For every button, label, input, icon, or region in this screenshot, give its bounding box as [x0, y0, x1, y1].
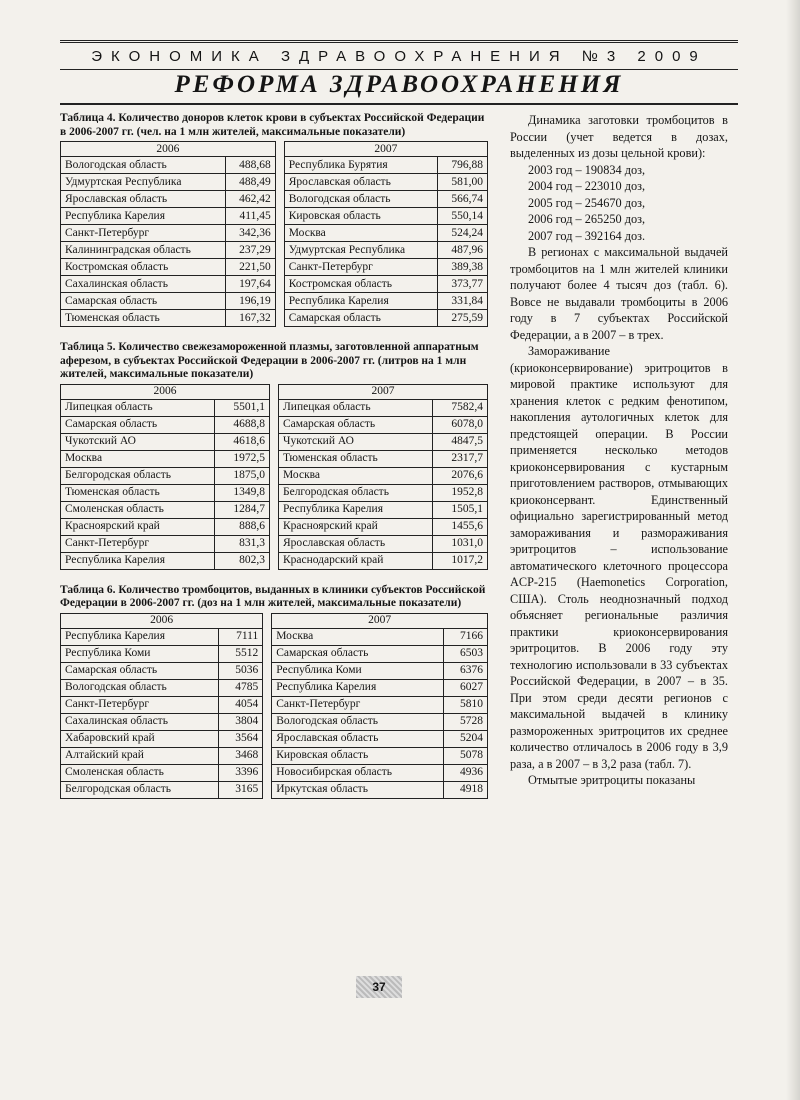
- column-separator: [269, 501, 278, 518]
- page-number: 37: [356, 976, 402, 998]
- column-separator: [263, 662, 272, 679]
- column-separator: [269, 399, 278, 416]
- region-cell: Липецкая область: [61, 399, 215, 416]
- column-separator: [275, 242, 284, 259]
- value-cell: 6503: [443, 645, 487, 662]
- region-cell: Санкт-Петербург: [61, 225, 226, 242]
- table-row: [61, 552, 488, 569]
- region-cell: Вологодская область: [61, 679, 219, 696]
- region-cell: Москва: [61, 450, 215, 467]
- value-cell: 4688,8: [215, 416, 270, 433]
- value-cell: 2076,6: [433, 467, 488, 484]
- year-item: 2003 год – 190834 доз,: [528, 162, 646, 177]
- value-cell: 221,50: [226, 259, 276, 276]
- table-row: [61, 764, 488, 781]
- value-cell: 342,36: [226, 225, 276, 242]
- paragraph-cryo: Замораживание (криоконсервирование) эритроцитов в мировой практике используют для хранения клеток с редким фенотипом, накопления аутологичных клеток для предстоящей операции. В России применяется несколько методов криоконсервирования с кустарным приготовлением растворов, отмывающих криоконсервант. Единственный официально зарегистрированный метод замораживания и размораживания эритроцитов – использование автоматического клеточного процессора ACP-215 (Haemonetics Corporation, США). Столь неоднозначный подход объясняет региональные различия практики криоконсервирования эритроцитов. В 2006 году эту технологию использовали в 33 субъектах Российской Федерации, в 2007 – в 35. При этом среди десяти регионов с максимальной выдачей в клинику размороженных эритроцитов их среднее количество отличалось в 2006 году в 3,9 раза, а в 2007 – в 3,2 раза (табл. 7).: [510, 344, 728, 771]
- value-cell: 5204: [443, 730, 487, 747]
- column-separator: [275, 276, 284, 293]
- region-cell: Москва: [272, 628, 444, 645]
- value-cell: 3564: [219, 730, 263, 747]
- value-cell: 389,38: [438, 259, 488, 276]
- region-cell: Республика Бурятия: [284, 157, 438, 174]
- value-cell: 373,77: [438, 276, 488, 293]
- value-cell: 1875,0: [215, 467, 270, 484]
- value-cell: 6078,0: [433, 416, 488, 433]
- column-separator: [275, 142, 284, 157]
- region-cell: Липецкая область: [278, 399, 432, 416]
- table-row: [61, 433, 488, 450]
- region-cell: Удмуртская Республика: [284, 242, 438, 259]
- region-cell: Республика Карелия: [272, 679, 444, 696]
- value-cell: 524,24: [438, 225, 488, 242]
- value-cell: 3468: [219, 747, 263, 764]
- region-cell: Алтайский край: [61, 747, 219, 764]
- column-separator: [263, 764, 272, 781]
- table-row: [61, 467, 488, 484]
- column-separator: [269, 518, 278, 535]
- value-cell: 5501,1: [215, 399, 270, 416]
- region-cell: Республика Карелия: [61, 208, 226, 225]
- column-separator: [263, 696, 272, 713]
- table-row: [61, 191, 488, 208]
- value-cell: 167,32: [226, 310, 276, 327]
- column-header-year: 2006: [61, 142, 276, 157]
- value-cell: 1349,8: [215, 484, 270, 501]
- column-header-year: 2007: [284, 142, 487, 157]
- journal-header: [60, 40, 738, 70]
- region-cell: Вологодская область: [272, 713, 444, 730]
- column-separator: [275, 174, 284, 191]
- year-item: 2004 год – 223010 доз,: [528, 179, 646, 193]
- column-separator: [275, 157, 284, 174]
- region-cell: Республика Коми: [61, 645, 219, 662]
- column-separator: [269, 552, 278, 569]
- value-cell: 5810: [443, 696, 487, 713]
- region-cell: Чукотский АО: [278, 433, 432, 450]
- region-cell: Тюменская область: [61, 310, 226, 327]
- table-header-row: [61, 384, 488, 399]
- value-cell: 4936: [443, 764, 487, 781]
- region-cell: Республика Карелия: [61, 552, 215, 569]
- region-cell: Москва: [284, 225, 438, 242]
- column-header-year: 2006: [61, 384, 270, 399]
- region-cell: Калининградская область: [61, 242, 226, 259]
- value-cell: 831,3: [215, 535, 270, 552]
- table-row: [61, 399, 488, 416]
- value-cell: 7582,4: [433, 399, 488, 416]
- table-caption: Таблица 5. Количество свежезамороженной плазмы, заготовленной аппаратным аферезом, в субъектах Российской Федерации в 2006-2007 гг. (литров на 1 млн жителей, максимальные показатели): [60, 341, 479, 380]
- column-separator: [269, 384, 278, 399]
- table-row: [61, 679, 488, 696]
- table-row: [61, 662, 488, 679]
- data-table: [60, 613, 488, 799]
- region-cell: Белгородская область: [61, 467, 215, 484]
- table-row: [61, 535, 488, 552]
- column-separator: [263, 613, 272, 628]
- value-cell: 4618,6: [215, 433, 270, 450]
- region-cell: Белгородская область: [278, 484, 432, 501]
- table-row: [61, 225, 488, 242]
- region-cell: Кировская область: [272, 747, 444, 764]
- region-cell: Санкт-Петербург: [272, 696, 444, 713]
- region-cell: Костромская область: [61, 259, 226, 276]
- region-cell: Вологодская область: [61, 157, 226, 174]
- region-cell: Самарская область: [61, 293, 226, 310]
- data-table: [60, 384, 488, 570]
- value-cell: 411,45: [226, 208, 276, 225]
- value-cell: 3804: [219, 713, 263, 730]
- region-cell: Ярославская область: [278, 535, 432, 552]
- value-cell: 488,68: [226, 157, 276, 174]
- column-separator: [263, 628, 272, 645]
- region-cell: Республика Коми: [272, 662, 444, 679]
- value-cell: 4785: [219, 679, 263, 696]
- value-cell: 5728: [443, 713, 487, 730]
- region-cell: Москва: [278, 467, 432, 484]
- value-cell: 462,42: [226, 191, 276, 208]
- value-cell: 487,96: [438, 242, 488, 259]
- column-separator: [275, 293, 284, 310]
- value-cell: 3165: [219, 781, 263, 798]
- value-cell: 196,19: [226, 293, 276, 310]
- table-row: [61, 781, 488, 798]
- region-cell: Смоленская область: [61, 764, 219, 781]
- column-separator: [269, 433, 278, 450]
- table-row: [61, 730, 488, 747]
- table-row: [61, 208, 488, 225]
- region-cell: Самарская область: [61, 416, 215, 433]
- value-cell: 5512: [219, 645, 263, 662]
- region-cell: Хабаровский край: [61, 730, 219, 747]
- table-row: [61, 696, 488, 713]
- region-cell: Сахалинская область: [61, 713, 219, 730]
- table-row: [61, 645, 488, 662]
- text-column: [510, 112, 728, 789]
- region-cell: Удмуртская Республика: [61, 174, 226, 191]
- column-header-year: 2006: [61, 613, 263, 628]
- table-row: [61, 157, 488, 174]
- region-cell: Ярославская область: [61, 191, 226, 208]
- value-cell: 7166: [443, 628, 487, 645]
- column-separator: [275, 208, 284, 225]
- table-caption: Таблица 6. Количество тромбоцитов, выданных в клиники субъектов Российской Федерации в 2006-2007 гг. (доз на 1 млн жителей, максимальные показатели): [60, 583, 486, 609]
- value-cell: 4847,5: [433, 433, 488, 450]
- region-cell: Республика Карелия: [284, 293, 438, 310]
- value-cell: 1972,5: [215, 450, 270, 467]
- year-item: 2005 год – 254670 доз,: [528, 195, 646, 210]
- table-row: [61, 416, 488, 433]
- region-cell: Кировская область: [284, 208, 438, 225]
- table-row: [61, 501, 488, 518]
- column-separator: [275, 225, 284, 242]
- table-row: [61, 276, 488, 293]
- year-list: [510, 162, 728, 245]
- value-cell: 7111: [219, 628, 263, 645]
- table-header-row: [61, 142, 488, 157]
- value-cell: 4918: [443, 781, 487, 798]
- column-separator: [263, 747, 272, 764]
- table-row: [61, 242, 488, 259]
- region-cell: Самарская область: [284, 310, 438, 327]
- column-separator: [263, 645, 272, 662]
- region-cell: Республика Карелия: [278, 501, 432, 518]
- region-cell: Красноярский край: [61, 518, 215, 535]
- region-cell: Костромская область: [284, 276, 438, 293]
- table-row: [61, 450, 488, 467]
- value-cell: 1284,7: [215, 501, 270, 518]
- table-row: [61, 628, 488, 645]
- journal-title: ЭКОНОМИКА ЗДРАВООХРАНЕНИЯ №3 2009: [91, 47, 707, 65]
- region-cell: Санкт-Петербург: [61, 535, 215, 552]
- region-cell: Чукотский АО: [61, 433, 215, 450]
- value-cell: 802,3: [215, 552, 270, 569]
- table-row: [61, 747, 488, 764]
- value-cell: 5036: [219, 662, 263, 679]
- region-cell: Краснодарский край: [278, 552, 432, 569]
- value-cell: 5078: [443, 747, 487, 764]
- data-table: [60, 141, 488, 327]
- region-cell: Самарская область: [278, 416, 432, 433]
- region-cell: Смоленская область: [61, 501, 215, 518]
- column-separator: [269, 467, 278, 484]
- column-separator: [275, 310, 284, 327]
- table-header-row: [61, 613, 488, 628]
- value-cell: 566,74: [438, 191, 488, 208]
- region-cell: Вологодская область: [284, 191, 438, 208]
- region-cell: Санкт-Петербург: [284, 259, 438, 276]
- table-row: [61, 293, 488, 310]
- column-separator: [263, 730, 272, 747]
- section-title: РЕФОРМА ЗДРАВООХРАНЕНИЯ: [60, 67, 738, 105]
- value-cell: 275,59: [438, 310, 488, 327]
- region-cell: Тюменская область: [278, 450, 432, 467]
- column-separator: [269, 484, 278, 501]
- table-caption: Таблица 4. Количество доноров клеток крови в субъектах Российской Федерации в 2006-2007 гг. (чел. на 1 млн жителей, максимальные показатели): [60, 112, 485, 138]
- region-cell: Республика Карелия: [61, 628, 219, 645]
- value-cell: 488,49: [226, 174, 276, 191]
- column-header-year: 2007: [272, 613, 488, 628]
- table-row: [61, 310, 488, 327]
- value-cell: 4054: [219, 696, 263, 713]
- column-separator: [269, 535, 278, 552]
- year-item: 2007 год – 392164 доз.: [528, 228, 646, 243]
- region-cell: Ярославская область: [272, 730, 444, 747]
- value-cell: 550,14: [438, 208, 488, 225]
- table-row: [61, 713, 488, 730]
- value-cell: 1455,6: [433, 518, 488, 535]
- column-separator: [263, 713, 272, 730]
- value-cell: 6376: [443, 662, 487, 679]
- region-cell: Иркутская область: [272, 781, 444, 798]
- scan-edge-shadow: [786, 0, 800, 1100]
- region-cell: Белгородская область: [61, 781, 219, 798]
- column-separator: [269, 450, 278, 467]
- year-item: 2006 год – 265250 доз,: [528, 212, 646, 226]
- value-cell: 237,29: [226, 242, 276, 259]
- value-cell: 3396: [219, 764, 263, 781]
- table-row: [61, 259, 488, 276]
- column-separator: [275, 191, 284, 208]
- region-cell: Санкт-Петербург: [61, 696, 219, 713]
- region-cell: Ярославская область: [284, 174, 438, 191]
- value-cell: 331,84: [438, 293, 488, 310]
- paragraph-platelet-dynamics: Динамика заготовки тромбоцитов в России (учет ведется в дозах, выделенных из дозы цельной крови):: [510, 113, 728, 160]
- value-cell: 6027: [443, 679, 487, 696]
- table-row: [61, 174, 488, 191]
- column-header-year: 2007: [278, 384, 487, 399]
- tables-column: [60, 112, 488, 813]
- paragraph-regions: В регионах с максимальной выдачей тромбоцитов на 1 млн жителей клиники получают более 4 тысяч доз (табл. 6). Вовсе не выдавали тромбоциты в 2006 году в 7 субъектах Российской Федерации, а в 2007 – в трех.: [510, 245, 728, 342]
- value-cell: 796,88: [438, 157, 488, 174]
- column-separator: [263, 679, 272, 696]
- column-separator: [275, 259, 284, 276]
- value-cell: 1505,1: [433, 501, 488, 518]
- value-cell: 888,6: [215, 518, 270, 535]
- paragraph-washed: Отмытые эритроциты показаны: [528, 773, 696, 787]
- value-cell: 1017,2: [433, 552, 488, 569]
- region-cell: Красноярский край: [278, 518, 432, 535]
- region-cell: Самарская область: [61, 662, 219, 679]
- value-cell: 197,64: [226, 276, 276, 293]
- region-cell: Тюменская область: [61, 484, 215, 501]
- region-cell: Самарская область: [272, 645, 444, 662]
- table-row: [61, 518, 488, 535]
- value-cell: 2317,7: [433, 450, 488, 467]
- value-cell: 581,00: [438, 174, 488, 191]
- value-cell: 1952,8: [433, 484, 488, 501]
- value-cell: 1031,0: [433, 535, 488, 552]
- region-cell: Новосибирская область: [272, 764, 444, 781]
- region-cell: Сахалинская область: [61, 276, 226, 293]
- table-row: [61, 484, 488, 501]
- column-separator: [263, 781, 272, 798]
- column-separator: [269, 416, 278, 433]
